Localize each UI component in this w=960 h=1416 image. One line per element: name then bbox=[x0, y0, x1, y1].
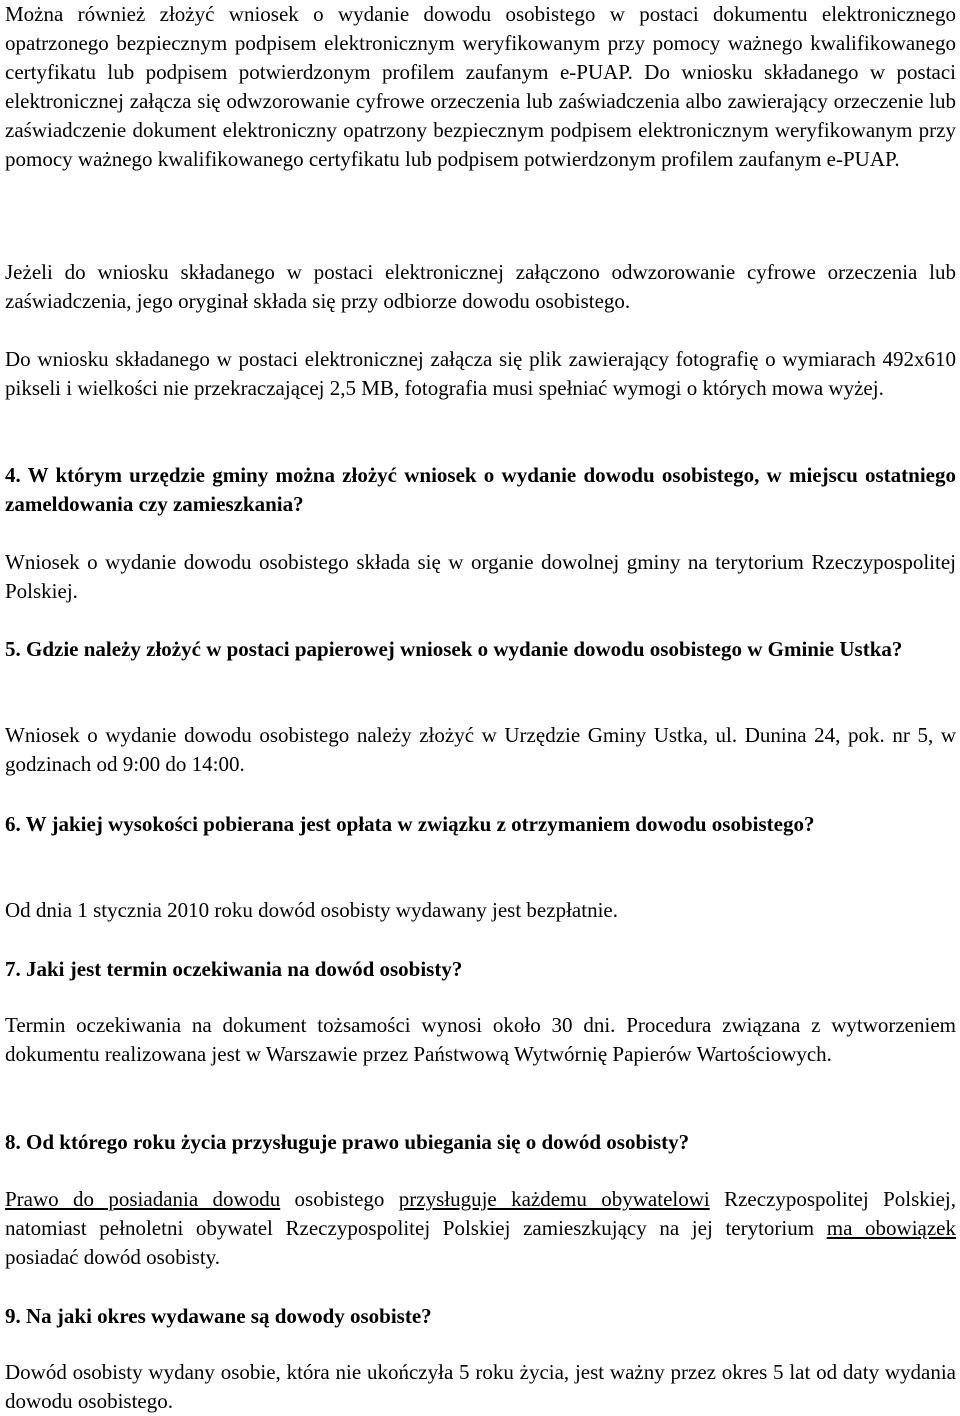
answer-8 bbox=[5, 1185, 956, 1272]
link-right-to-id[interactable]: Prawo do posiadania dowodu bbox=[5, 1187, 281, 1211]
question-6: 6. W jakiej wysokości pobierana jest opłata w związku z otrzymaniem dowodu osobistego? bbox=[5, 812, 815, 836]
answer-4: Wniosek o wydanie dowodu osobistego składa się w organie dowolnej gminy na terytorium Rzeczypospolitej Polskiej. bbox=[5, 550, 956, 603]
answer-5: Wniosek o wydanie dowodu osobistego należy złożyć w Urzędzie Gminy Ustka, ul. Dunina 24, pok. nr 5, w godzinach od 9:00 do 14:00. bbox=[5, 723, 956, 776]
question-8: 8. Od którego roku życia przysługuje prawo ubiegania się o dowód osobisty? bbox=[5, 1130, 690, 1154]
paragraph-digital-copy: Jeżeli do wniosku składanego w postaci elektronicznej załączono odwzorowanie cyfrowe orzeczenia lub zaświadczenia, jego oryginał składa się przy odbiorze dowodu osobistego. bbox=[5, 260, 956, 313]
answer-8-text-3: posiadać dowód osobisty. bbox=[5, 1245, 221, 1269]
paragraph-electronic-application: Można również złożyć wniosek o wydanie dowodu osobistego w postaci dokumentu elektronicznego opatrzonego bezpiecznym podpisem elektronicznym weryfikowanym przy pomocy ważnego kwalifikowanego certyfikatu lub podpisem potwierdzonym profilem zaufanym e-PUAP. Do wniosku składanego w postaci elektronicznej załącza się odwzorowanie cyfrowe orzeczenia lub zaświadczenia albo zawierający orzeczenie lub zaświadczenie dokument elektroniczny opatrzony bezpiecznym podpisem elektronicznym weryfikowanym przy pomocy ważnego kwalifikowanego certyfikatu lub podpisem potwierdzonym profilem zaufanym e-PUAP. bbox=[5, 2, 956, 171]
answer-7: Termin oczekiwania na dokument tożsamości wynosi około 30 dni. Procedura związana z wytworzeniem dokumentu realizowana jest w Warszawie przez Państwową Wytwórnię Papierów Wartościowych. bbox=[5, 1013, 956, 1066]
question-4: 4. W którym urzędzie gminy można złożyć wniosek o wydanie dowodu osobistego, w miejscu ostatniego zameldowania czy zamieszkania? bbox=[5, 463, 956, 516]
question-7: 7. Jaki jest termin oczekiwania na dowód osobisty? bbox=[5, 957, 463, 981]
question-9: 9. Na jaki okres wydawane są dowody osobiste? bbox=[5, 1304, 432, 1328]
answer-6: Od dnia 1 stycznia 2010 roku dowód osobisty wydawany jest bezpłatnie. bbox=[5, 898, 618, 922]
answer-9: Dowód osobisty wydany osobie, która nie ukończyła 5 roku życia, jest ważny przez okres 5 lat od daty wydania dowodu osobistego. bbox=[5, 1360, 956, 1413]
link-obligation[interactable]: ma obowiązek bbox=[826, 1216, 956, 1240]
link-every-citizen[interactable]: przysługuje każdemu obywatelowi bbox=[398, 1187, 710, 1211]
answer-8-text-1: osobistego bbox=[280, 1187, 399, 1211]
answer-8-text-2: Rzeczypospolitej Polskiej, natomiast pełnoletni obywatel Rzeczypospolitej Polskiej zamieszkujący na jej terytorium bbox=[5, 1187, 956, 1240]
question-5: 5. Gdzie należy złożyć w postaci papierowej wniosek o wydanie dowodu osobistego w Gminie Ustka? bbox=[5, 637, 903, 661]
paragraph-photo-requirements: Do wniosku składanego w postaci elektronicznej załącza się plik zawierający fotografię o wymiarach 492x610 pikseli i wielkości nie przekraczającej 2,5 MB, fotografia musi spełniać wymogi o których mowa wyżej. bbox=[5, 347, 956, 400]
